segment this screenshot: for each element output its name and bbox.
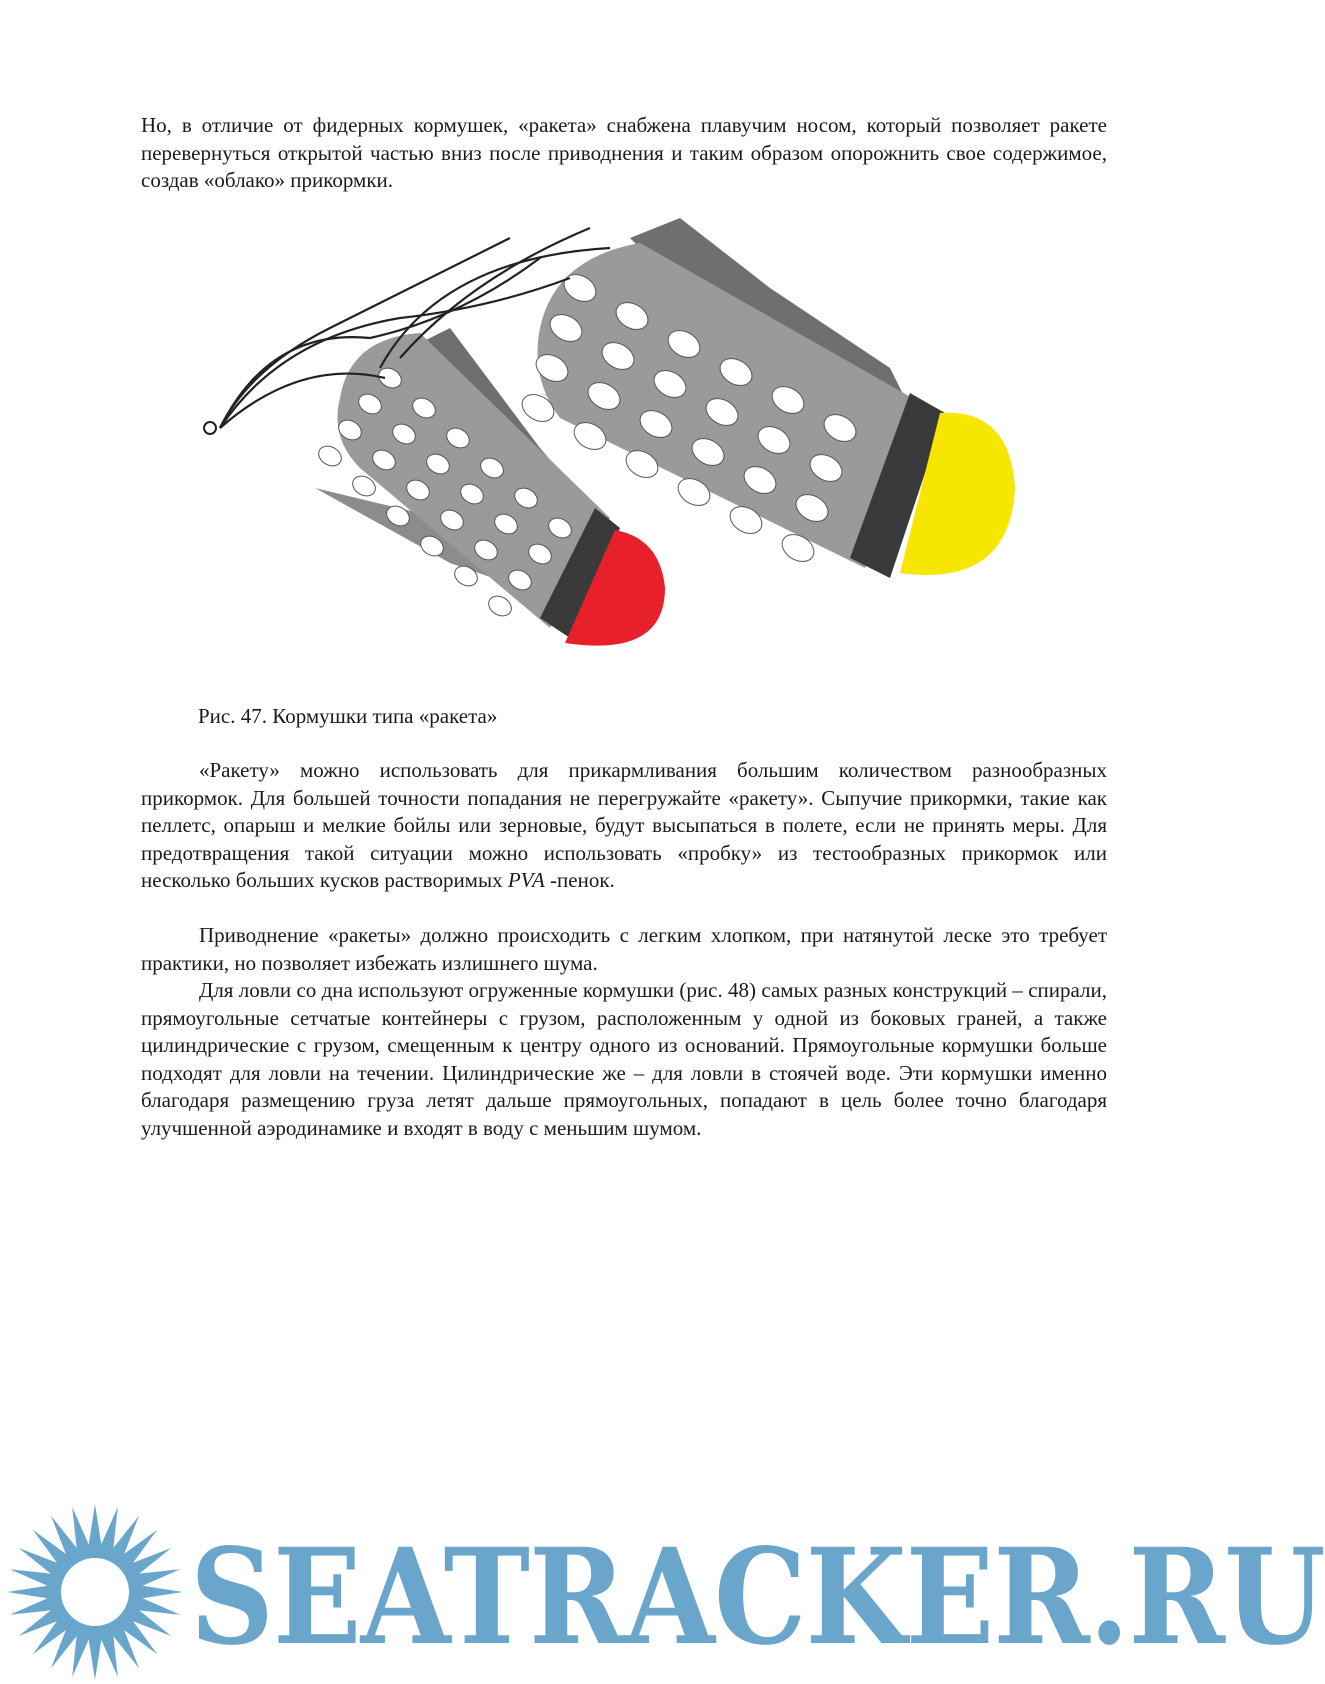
- paragraph-text: -пенок.: [544, 868, 615, 893]
- sun-core: [61, 1558, 129, 1626]
- sun-burst-icon: [7, 1504, 183, 1680]
- paragraph-text: «Ракету» можно использовать для прикармливания большим количеством разнообразных прикормок. Для большей точности попадания не перегружайте «ракету». Сыпучие прикормки, такие как пеллетс, опарыш и мелкие бойлы или зерновые, будут высыпаться в полете, если не принять меры. Для предотвращения такой ситуации можно использовать «пробку» из тестообразных прикормок или несколько больших кусков растворимых: [141, 758, 1107, 893]
- feeder-hole: [315, 442, 345, 470]
- rocket-feeders-figure: [210, 218, 1100, 708]
- figure-caption: Рис. 47. Кормушки типа «ракета»: [198, 704, 498, 728]
- paragraph-intro: Но, в отличие от фидерных кормушек, «ракета» снабжена плавучим носом, который позволяет ракете перевернуться открытой частью вниз после приводнения и таким образом опорожнить свое содержимое, создав «облако» прикормки.: [141, 113, 1107, 193]
- pva-term: PVA: [507, 868, 545, 893]
- paragraph-splashdown: Приводнение «ракеты» должно происходить с легким хлопком, при натянутой леске это требует практики, но позволяет избежать излишнего шума.: [141, 923, 1107, 975]
- line-ring: [204, 422, 216, 434]
- paragraph-bottom-feeders: Для ловли со дна используют огруженные кормушки (рис. 48) самых разных конструкций – спирали, прямоугольные сетчатые контейнеры с грузом, расположенным у одной из боковых граней, а также цилиндрические с грузом, смещенным к центру одного из оснований. Прямоугольные кормушки больше подходят для ловли на течении. Цилиндрические же – для ловли в стоячей воде. Эти кормушки именно благодаря размещению груза летят дальше прямоугольных, попадают в цель более точно благодаря улучшенной аэродинамике и входят в воду с меньшим шумом.: [141, 978, 1107, 1140]
- paragraph-rocket-usage: [141, 757, 1107, 895]
- feeder-hole: [485, 592, 515, 620]
- watermark-text: SEATRACKER.RU: [190, 1520, 1325, 1675]
